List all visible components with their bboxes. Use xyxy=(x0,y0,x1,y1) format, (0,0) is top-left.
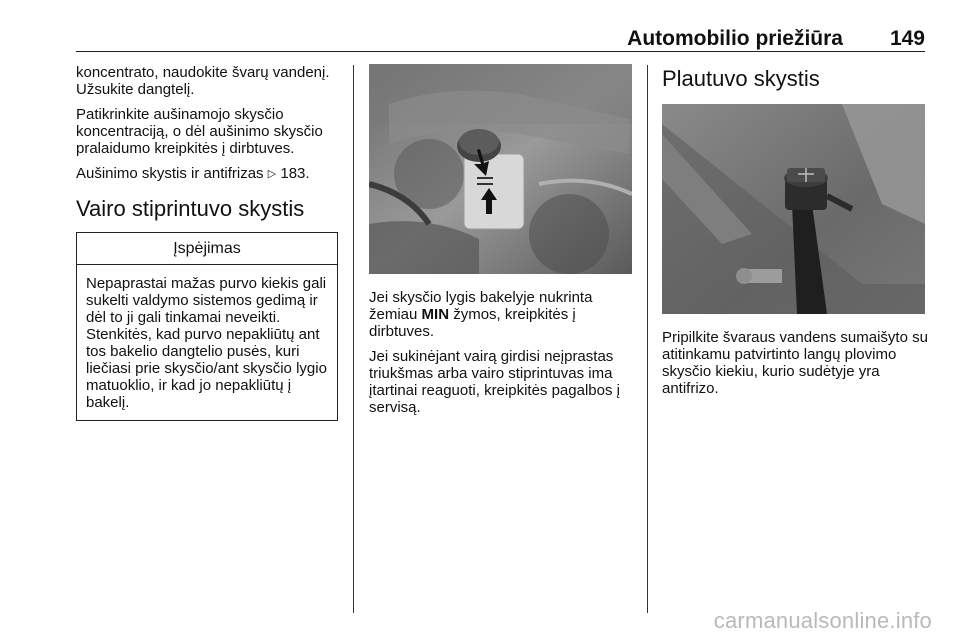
power-steering-reservoir-image xyxy=(369,64,632,274)
paragraph: koncentrato, naudokite švarų vandenį. Užsukite dangtelį. xyxy=(76,64,330,98)
header-rule xyxy=(76,51,925,52)
paragraph: Pripilkite švaraus vandens sumaišyto su atitinkamu patvirtinto langų plovimo skysčio kiekiu, kurio sudėtyje yra antifrizo. xyxy=(662,329,928,397)
cross-reference-text: Aušinimo skystis ir antifrizas xyxy=(76,165,264,182)
page-number: 149 xyxy=(889,27,925,50)
paragraph-cross-reference xyxy=(76,165,342,183)
section-heading: Vairo stiprintuvo skystis xyxy=(76,196,305,221)
cross-reference-page[interactable]: 183. xyxy=(280,165,310,182)
triangle-right-icon: ▷ xyxy=(267,168,277,180)
washer-fluid-figure xyxy=(662,104,925,314)
column-3 xyxy=(662,64,928,405)
section-heading: Plautuvo skystis xyxy=(662,66,820,91)
paragraph: Jei sukinėjant vairą girdisi neįprastas triukšmas arba vairo stiprintuvas ima įtartinai reaguoti, kreipkitės pagalbos į servisą. xyxy=(369,348,620,416)
warning-title: Įspėjimas xyxy=(77,233,337,265)
column-divider-2 xyxy=(647,65,648,613)
column-divider-1 xyxy=(353,65,354,613)
warning-box xyxy=(76,232,338,421)
column-1 xyxy=(76,64,342,421)
paragraph-text: Jei skysčio lygis bakelyje nukrinta žemiau xyxy=(369,289,593,323)
header-title: Automobilio priežiūra xyxy=(627,27,843,50)
paragraph-text: žymos, kreipkitės į dirbtuves. xyxy=(369,306,576,340)
warning-body: Nepaprastai mažas purvo kiekis gali sukelti valdymo sistemos gedimą ir dėl to ji gali tinkamai neveikti. Stenkitės, kad purvo nepakliūtų ant tos bakelio dangtelio pusės, kuri liečiasi prie skysčio/ant skysčio lygio matuoklio, ir kad jo nepakliūtų į bakelį. xyxy=(86,275,327,411)
watermark: carmanualsonline.info xyxy=(713,608,932,633)
paragraph-min-level xyxy=(369,289,635,340)
min-mark-label: MIN xyxy=(421,306,450,323)
power-steering-reservoir-figure xyxy=(369,64,632,274)
page-header xyxy=(76,24,925,52)
washer-fluid-reservoir-image xyxy=(662,104,925,314)
paragraph: Patikrinkite aušinamojo skysčio koncentraciją, o dėl aušinimo skysčio pralaidumo kreipkitės į dirbtuves. xyxy=(76,106,323,157)
column-2 xyxy=(369,64,635,424)
